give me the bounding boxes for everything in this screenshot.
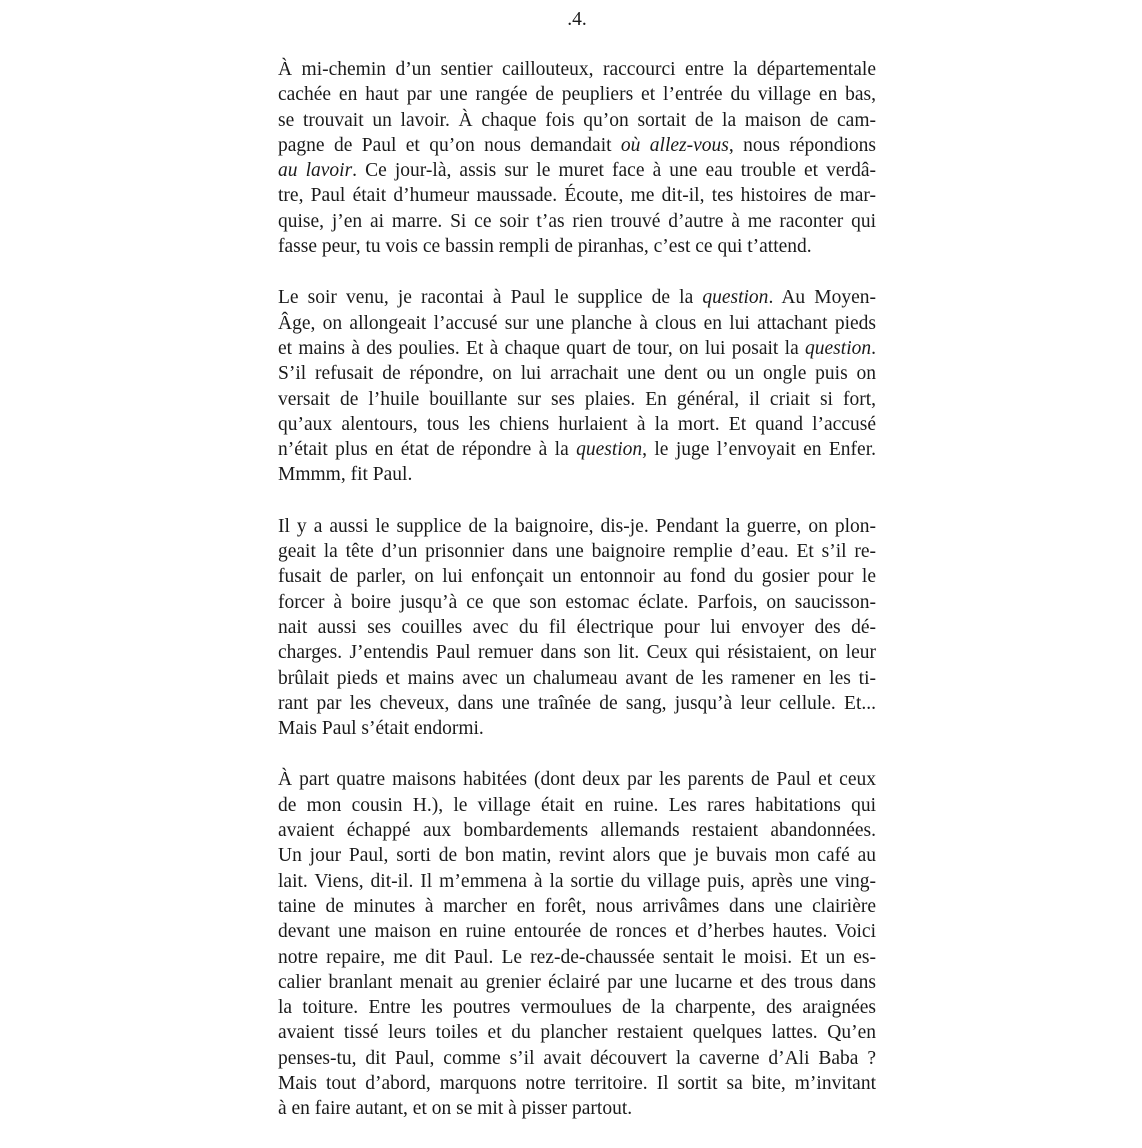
text-line <box>278 1046 876 1071</box>
text-line <box>278 285 876 310</box>
text-segment: taine de minutes à marcher en forêt, nous arrivâmes dans une clairière <box>278 895 876 917</box>
text-segment: cachée en haut par une rangée de peupliers et l’entrée du village en bas, <box>278 84 876 106</box>
text-line <box>278 894 876 919</box>
text-segment: et mains à des poulies. Et à chaque quart de tour, on lui posait la <box>278 337 806 359</box>
text-line <box>278 158 876 183</box>
italic-text: question <box>702 287 769 309</box>
text-segment: avaient échappé aux bombardements allemands restaient abandonnées. <box>278 820 876 842</box>
text-line <box>278 615 876 640</box>
italic-text: au lavoir <box>278 160 353 182</box>
text-line <box>278 818 876 843</box>
text-segment: notre repaire, me dit Paul. Le rez-de-chaussée sentait le moisi. Et un es- <box>278 946 876 968</box>
text-segment: penses-tu, dit Paul, comme s’il avait découvert la caverne d’Ali Baba ? <box>278 1047 876 1069</box>
text-segment: geait la tête d’un prisonnier dans une baignoire remplie d’eau. Et s’il re- <box>278 541 876 563</box>
text-segment: qu’aux alentours, tous les chiens hurlaient à la mort. Et quand l’accusé <box>278 413 876 435</box>
text-segment: nait aussi ses couilles avec du fil électrique pour lui envoyer des dé- <box>278 616 876 638</box>
text-line <box>278 1096 876 1121</box>
text-segment: Mmmm, fit Paul. <box>278 464 413 486</box>
paragraph <box>278 514 876 742</box>
text-line <box>278 336 876 361</box>
page-number: .4. <box>567 9 587 30</box>
text-line <box>278 462 876 487</box>
text-segment: . Ce jour-là, assis sur le muret face à une eau trouble et verdâ- <box>352 160 876 182</box>
text-line <box>278 514 876 539</box>
text-line <box>278 945 876 970</box>
text-line <box>278 57 876 82</box>
text-line <box>278 361 876 386</box>
italic-text: où allez-vous <box>620 134 729 156</box>
text-segment: calier branlant menait au grenier éclairé par une lucarne et des trous dans <box>278 971 876 993</box>
text-line <box>278 183 876 208</box>
italic-text: question <box>805 337 872 359</box>
text-line <box>278 133 876 158</box>
text-segment: Mais tout d’abord, marquons notre territoire. Il sortit sa bite, m’invitant <box>278 1072 876 1094</box>
text-line <box>278 108 876 133</box>
text-line <box>278 539 876 564</box>
text-line <box>278 767 876 792</box>
text-segment: , le juge l’envoyait en Enfer. <box>642 439 876 461</box>
text-line <box>278 209 876 234</box>
text-segment: . Au Moyen- <box>768 287 876 309</box>
text-line <box>278 234 876 259</box>
text-line <box>278 1071 876 1096</box>
text-line <box>278 640 876 665</box>
text-line <box>278 1020 876 1045</box>
text-segment: avaient tissé leurs toiles et du plancher restaient quelques lattes. Qu’en <box>278 1022 876 1044</box>
text-segment: lait. Viens, dit-il. Il m’emmena à la sortie du village puis, après une ving- <box>278 870 876 892</box>
text-segment: fasse peur, tu vois ce bassin rempli de piranhas, c’est ce qui t’attend. <box>278 236 812 258</box>
text-line <box>278 995 876 1020</box>
text-line <box>278 716 876 741</box>
text-line <box>278 387 876 412</box>
text-line <box>278 691 876 716</box>
text-segment: à en faire autant, et on se mit à pisser partout. <box>278 1098 633 1120</box>
text-segment: brûlait pieds et mains avec un chalumeau avant de les ramener en les ti- <box>278 667 876 689</box>
text-segment: pagne de Paul et qu’on nous demandait <box>278 134 621 156</box>
text-line <box>278 437 876 462</box>
text-segment: Le soir venu, je racontai à Paul le supplice de la <box>278 287 703 309</box>
text-segment: Mais Paul s’était endormi. <box>278 718 484 740</box>
text-segment: À part quatre maisons habitées (dont deux par les parents de Paul et ceux <box>278 769 876 791</box>
text-segment: charges. J’entendis Paul remuer dans son lit. Ceux qui résistaient, on leur <box>278 642 876 664</box>
text-line <box>278 970 876 995</box>
text-line <box>278 590 876 615</box>
text-segment: Il y a aussi le supplice de la baignoire, dis-je. Pendant la guerre, on plon- <box>278 515 876 537</box>
book-page <box>278 8 876 1148</box>
body-text <box>278 57 876 1122</box>
text-segment: n’était plus en état de répondre à la <box>278 439 577 461</box>
text-segment: fusait de parler, on lui enfonçait un entonnoir au fond du gosier pour le <box>278 566 876 588</box>
text-segment: versait de l’huile bouillante sur ses plaies. En général, il criait si fort, <box>278 388 876 410</box>
text-segment: S’il refusait de répondre, on lui arrachait une dent ou un ongle puis on <box>278 363 876 385</box>
text-segment: la toiture. Entre les poutres vermoulues de la charpente, des araignées <box>278 997 876 1019</box>
text-line <box>278 564 876 589</box>
text-segment: Un jour Paul, sorti de bon matin, revint alors que je buvais mon café au <box>278 845 876 867</box>
text-line <box>278 793 876 818</box>
text-segment: , nous répondions <box>728 134 876 156</box>
text-line <box>278 843 876 868</box>
text-segment: forcer à boire jusqu’à ce que son estomac éclate. Parfois, on saucisson- <box>278 591 876 613</box>
text-segment: À mi-chemin d’un sentier caillouteux, raccourci entre la départementale <box>278 59 876 80</box>
paragraph <box>278 285 876 487</box>
paragraph <box>278 767 876 1121</box>
text-segment: quise, j’en ai marre. Si ce soir t’as rien trouvé d’autre à me raconter qui <box>278 210 876 232</box>
text-line <box>278 82 876 107</box>
text-segment: de mon cousin H.), le village était en ruine. Les rares habitations qui <box>278 794 876 816</box>
italic-text: question <box>576 439 643 461</box>
text-segment: tre, Paul était d’humeur maussade. Écoute, me dit-il, tes histoires de mar- <box>278 185 876 207</box>
text-line <box>278 869 876 894</box>
paragraph <box>278 57 876 259</box>
text-line <box>278 666 876 691</box>
text-segment: devant une maison en ruine entourée de ronces et d’herbes hautes. Voici <box>278 921 876 943</box>
text-segment: . <box>871 337 876 359</box>
text-segment: Âge, on allongeait l’accusé sur une planche à clous en lui attachant pieds <box>278 312 876 334</box>
text-line <box>278 412 876 437</box>
text-line <box>278 311 876 336</box>
text-line <box>278 919 876 944</box>
text-segment: se trouvait un lavoir. À chaque fois qu’on sortait de la maison de cam- <box>278 109 876 131</box>
text-segment: rant par les cheveux, dans une traînée de sang, jusqu’à leur cellule. Et... <box>278 692 876 714</box>
